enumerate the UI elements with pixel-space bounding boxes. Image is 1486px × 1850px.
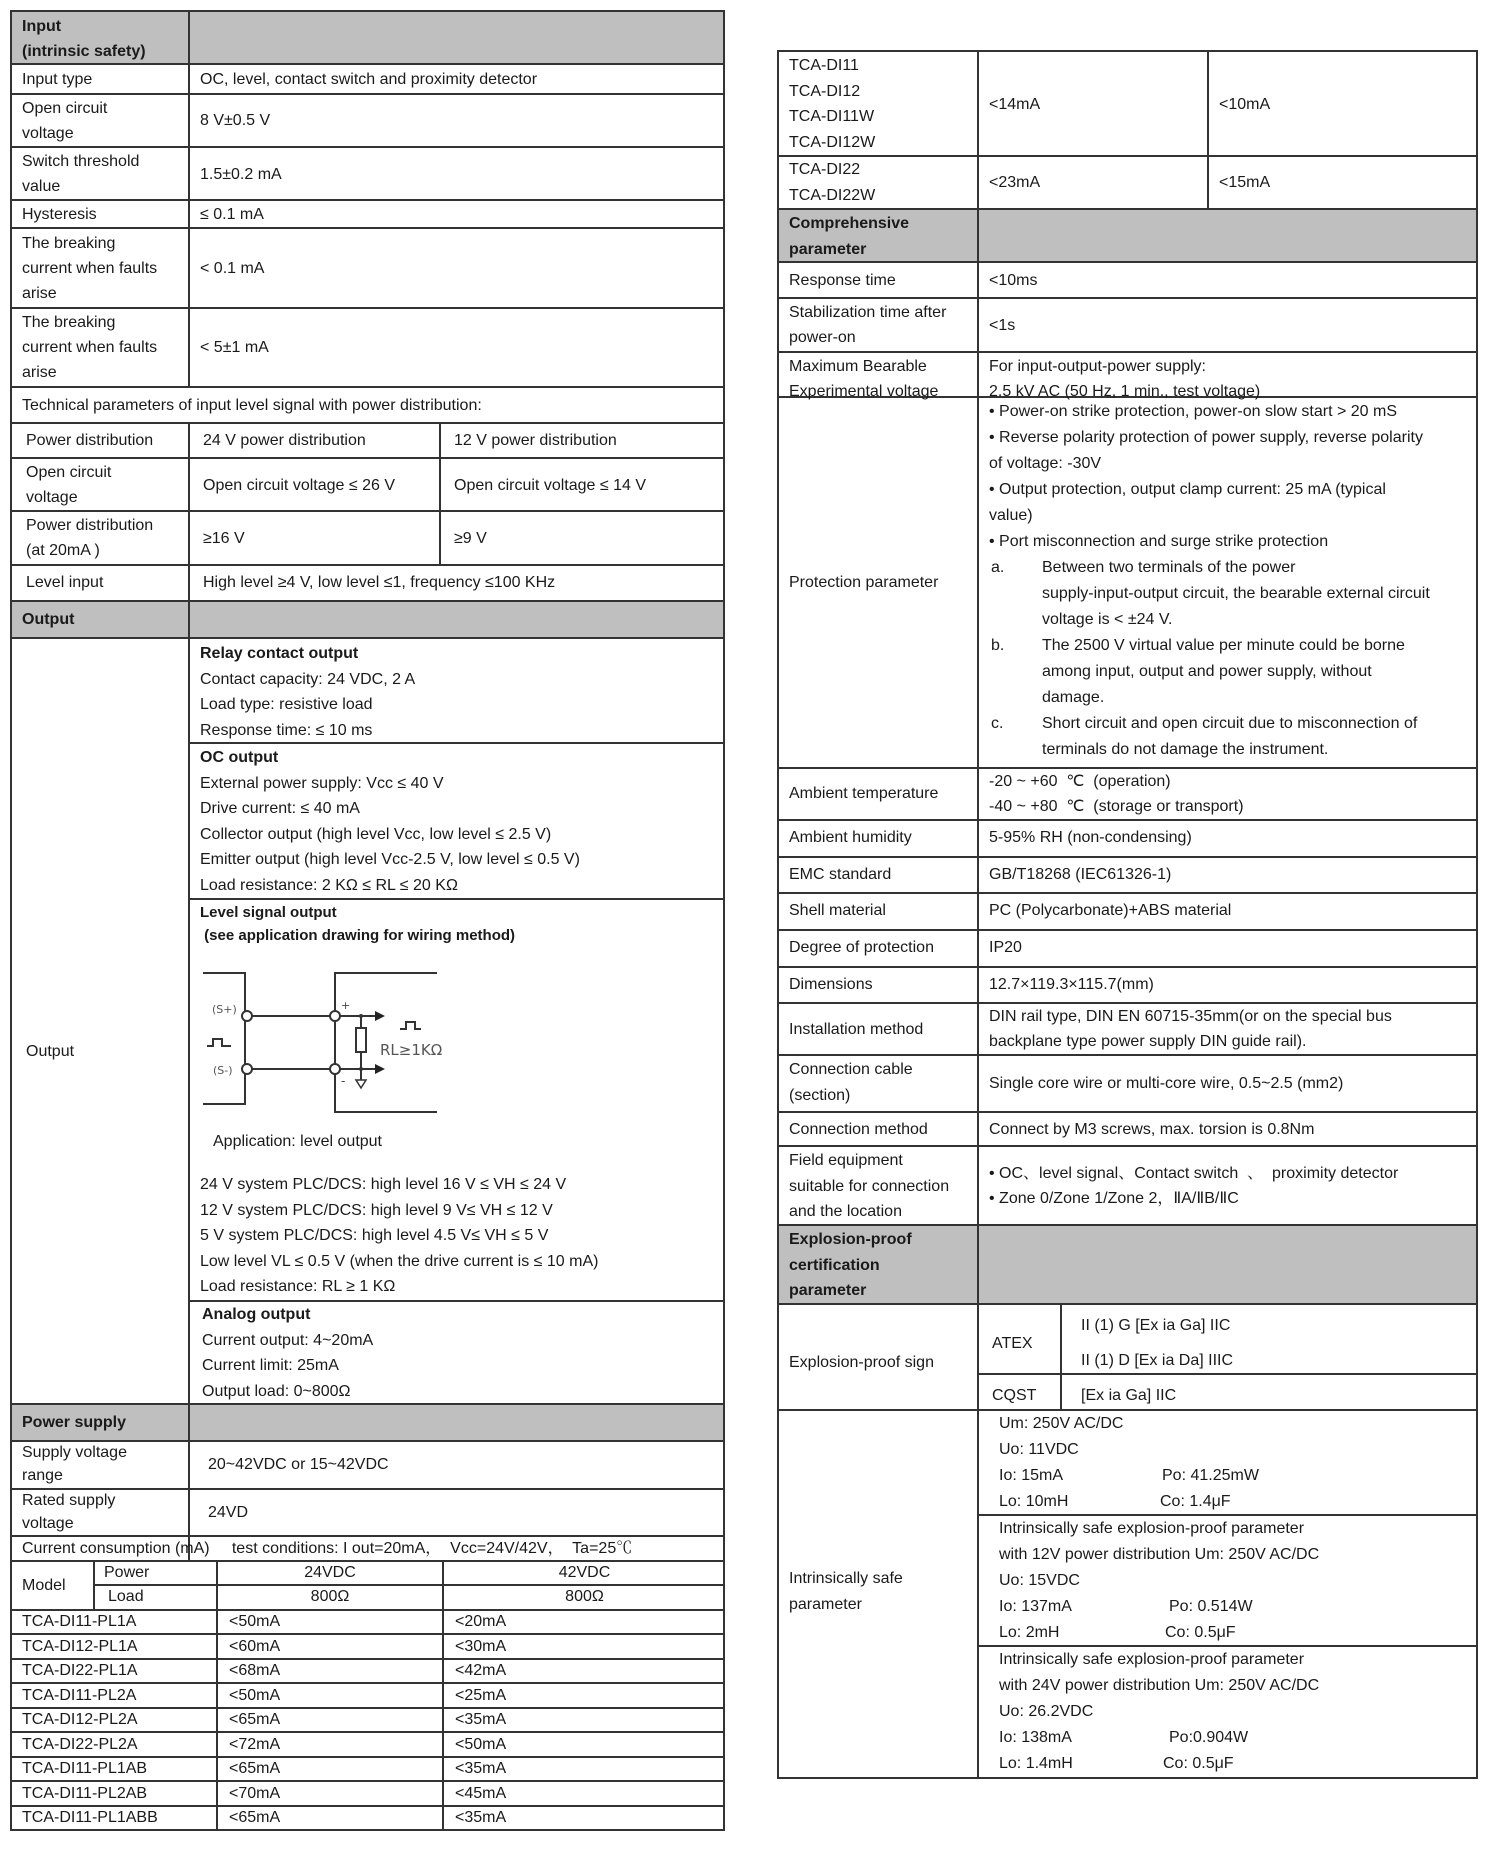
explosion-sign-label: Explosion-proof sign — [789, 1354, 934, 1371]
arrow-icon — [375, 1011, 385, 1021]
relay-title: Relay contact output — [200, 645, 359, 662]
protection-item-mark: c. — [991, 715, 1004, 732]
pd-24v-header: 24 V power distribution — [203, 432, 366, 449]
protection-item-c — [1042, 711, 1417, 763]
consumption-42vdc: <50mA — [455, 1736, 507, 1753]
protection-bullet: of voltage: -30V — [989, 455, 1102, 472]
s-minus-label: (S-) — [213, 1064, 233, 1077]
consumption-24vdc: <72mA — [229, 1736, 281, 1753]
is-line: with 24V power distribution Um: 250V AC/DC — [999, 1677, 1320, 1694]
cont-models-2 — [789, 157, 875, 208]
max-bearable-label: Maximum Bearable — [789, 358, 927, 375]
output-header: Output — [22, 611, 75, 628]
consumption-model: TCA-DI22-PL1A — [22, 1662, 138, 1679]
relay-line: Response time: ≤ 10 ms — [200, 721, 373, 739]
comprehensive-header-line: Comprehensive — [789, 215, 910, 232]
row-label-breaking-2c: arise — [22, 364, 57, 381]
consumption-42vdc-load: 800Ω — [565, 1588, 604, 1605]
explosion-header-line: parameter — [789, 1282, 867, 1299]
model-name: TCA-DI12W — [789, 133, 876, 151]
cont-24v-2: <23mA — [989, 174, 1041, 191]
rated-supply-value: 24VD — [208, 1504, 249, 1521]
consumption-24vdc: <68mA — [229, 1662, 281, 1679]
installation-label: Installation method — [789, 1021, 924, 1038]
max-bearable-value-2: 2.5 kV AC (50 Hz, 1 min., test voltage) — [989, 383, 1261, 400]
terminal-plus — [330, 1011, 340, 1021]
rated-supply-label-2: voltage — [22, 1515, 74, 1532]
max-bearable-value: For input-output-power supply: — [989, 358, 1206, 375]
is-param-label-line: parameter — [789, 1595, 862, 1613]
emc-value: GB/T18268 (IEC61326-1) — [989, 866, 1172, 883]
consumption-24vdc: <65mA — [229, 1760, 281, 1777]
ambient-temp-value: -20 ~ +60 ℃ (operation) — [989, 773, 1171, 790]
explosion-header — [789, 1227, 912, 1304]
level-line: 5 V system PLC/DCS: high level 4.5 V≤ VH ≤ 5 V — [200, 1227, 549, 1244]
terminal-s-minus — [242, 1064, 252, 1074]
field-equipment-label-line: suitable for connection — [789, 1177, 950, 1195]
explosion-header-line: Explosion-proof — [789, 1231, 912, 1248]
protection-item-mark: b. — [991, 637, 1005, 654]
consumption-42vdc: <35mA — [455, 1760, 507, 1777]
supply-voltage-value: 20~42VDC or 15~42VDC — [208, 1456, 389, 1473]
is-io: Io: 15mA — [999, 1467, 1064, 1484]
response-time-label: Response time — [789, 272, 896, 289]
consumption-model: TCA-DI11-PL2AB — [22, 1785, 148, 1802]
is-co: Co: 0.5μF — [1163, 1755, 1234, 1772]
analog-title: Analog output — [202, 1306, 311, 1323]
row-label-breaking-1: The breaking — [22, 235, 116, 252]
consumption-42vdc: <30mA — [455, 1638, 507, 1655]
model-name: TCA-DI11 — [789, 57, 859, 74]
minus-label: - — [341, 1074, 346, 1088]
shell-label: Shell material — [789, 902, 886, 919]
level-input-value: High level ≥4 V, low level ≤1, frequency ≤100 KHz — [203, 574, 556, 591]
pd-12v-header: 12 V power distribution — [454, 432, 617, 449]
supply-voltage-label-2: range — [22, 1467, 63, 1484]
row-label-breaking-1b: current when faults — [22, 260, 158, 277]
consumption-title: Current consumption (mA) test conditions: I out=20mA， Vcc=24V/42V， Ta=25℃ — [22, 1540, 633, 1557]
field-equipment-value-2: • Zone 0/Zone 1/Zone 2，ⅡA/ⅡB/ⅡC — [989, 1190, 1239, 1207]
cable-label-2: (section) — [789, 1087, 851, 1104]
protection-bullet: value) — [989, 507, 1033, 524]
consumption-42vdc: <45mA — [455, 1785, 507, 1802]
is-co: Co: 0.5μF — [1165, 1624, 1236, 1641]
cont-24v-1: <14mA — [989, 96, 1041, 113]
comprehensive-header — [789, 211, 909, 262]
is-line: Uo: 26.2VDC — [999, 1703, 1094, 1720]
relay-line: Contact capacity: 24 VDC, 2 A — [200, 670, 416, 688]
connection-method-label: Connection method — [789, 1121, 928, 1138]
dimensions-value: 12.7×119.3×115.7(mm) — [989, 976, 1154, 993]
rl-label: RL≥1KΩ — [380, 1041, 443, 1059]
consumption-24vdc: <70mA — [229, 1785, 281, 1802]
atex-value-2: II (1) D [Ex ia Da] IIIC — [1081, 1352, 1234, 1369]
output-row-label: Output — [26, 1043, 75, 1060]
pd-12v-open-circuit: Open circuit voltage ≤ 14 V — [454, 477, 646, 494]
field-equipment-label-line: Field equipment — [789, 1152, 903, 1169]
is-po: Po: 0.514W — [1169, 1598, 1253, 1615]
stabilization-label: Stabilization time after — [789, 304, 947, 321]
protection-item-line: Short circuit and open circuit due to misconnection of — [1042, 715, 1418, 732]
ambient-temp-label: Ambient temperature — [789, 785, 939, 802]
level-signal-caption: Application: level output — [213, 1133, 382, 1150]
protection-item-mark: a. — [991, 559, 1005, 576]
emc-label: EMC standard — [789, 866, 892, 883]
is-co: Co: 1.4μF — [1160, 1493, 1231, 1510]
ground-icon — [356, 1080, 366, 1088]
consumption-42vdc: <35mA — [455, 1711, 507, 1728]
protection-bullet: • Reverse polarity protection of power supply, reverse polarity — [989, 429, 1423, 446]
row-value-breaking-2: < 5±1 mA — [200, 339, 269, 356]
level-input-label: Level input — [26, 574, 104, 591]
model-name: TCA-DI12 — [789, 82, 861, 100]
row-label-open-circuit-2: voltage — [22, 125, 74, 142]
consumption-model: TCA-DI12-PL1A — [22, 1638, 138, 1655]
pd-24v-at-20ma: ≥16 V — [203, 530, 245, 547]
row-label-switch-threshold-2: value — [22, 178, 61, 195]
power-supply-header: Power supply — [22, 1414, 127, 1431]
rated-supply-label: Rated supply — [22, 1492, 116, 1509]
row-value-input-type: OC, level, contact switch and proximity detector — [200, 71, 538, 88]
row-value-open-circuit: 8 V±0.5 V — [200, 112, 271, 129]
atex-value: II (1) G [Ex ia Ga] IIC — [1081, 1317, 1231, 1334]
humidity-label: Ambient humidity — [789, 829, 912, 846]
connection-method-value: Connect by M3 screws, max. torsion is 0.8Nm — [989, 1121, 1315, 1138]
max-bearable-label-2: Experimental voltage — [789, 383, 939, 400]
row-label-breaking-2b: current when faults — [22, 339, 158, 356]
is-line: with 12V power distribution Um: 250V AC/DC — [999, 1546, 1320, 1563]
consumption-24vdc: <50mA — [229, 1613, 281, 1630]
protection-item-line: The 2500 V virtual value per minute could be borne — [1042, 637, 1405, 654]
level-line: 12 V system PLC/DCS: high level 9 V≤ VH ≤ 12 V — [200, 1201, 553, 1219]
level-output-wiring-diagram — [195, 965, 465, 1120]
model-name: TCA-DI11W — [789, 108, 875, 125]
oc-line: Collector output (high level Vcc, low level ≤ 2.5 V) — [200, 825, 552, 843]
consumption-model: TCA-DI11-PL1A — [22, 1613, 137, 1630]
is-line: Intrinsically safe explosion-proof parameter — [999, 1520, 1305, 1537]
input-header-line1: Input — [22, 18, 62, 35]
cable-value: Single core wire or multi-core wire, 0.5~2.5 (mm2) — [989, 1075, 1344, 1092]
protection-bullets — [989, 399, 1423, 555]
consumption-24vdc: <60mA — [229, 1638, 281, 1655]
row-value-breaking-1: < 0.1 mA — [200, 260, 265, 277]
field-equipment-label-line: and the location — [789, 1203, 902, 1220]
comprehensive-header-line: parameter — [789, 240, 867, 258]
oc-line: External power supply: Vcc ≤ 40 V — [200, 774, 444, 792]
row-label-input-type: Input type — [22, 71, 93, 88]
cqst-value: [Ex ia Ga] IIC — [1081, 1387, 1177, 1404]
protection-bullet: • Power-on strike protection, power-on slow start > 20 mS — [989, 403, 1397, 420]
cqst-label: CQST — [992, 1387, 1037, 1404]
consumption-model-header: Model — [22, 1577, 66, 1594]
s-plus-label: (S+) — [212, 1003, 237, 1016]
stabilization-label-2: power-on — [789, 329, 856, 346]
pd-label-open-circuit-2: voltage — [26, 489, 78, 506]
protection-label: Protection parameter — [789, 574, 939, 591]
row-label-breaking-1c: arise — [22, 285, 57, 302]
input-header-line2: (intrinsic safety) — [22, 43, 146, 60]
pd-label-at-20ma-2: (at 20mA ) — [26, 542, 100, 559]
protection-bullet: • Port misconnection and surge strike protection — [989, 533, 1329, 550]
model-name: TCA-DI22W — [789, 186, 876, 204]
analog-line: Current output: 4~20mA — [202, 1331, 374, 1349]
protection-item-line: supply-input-output circuit, the bearable external circuit — [1042, 585, 1430, 602]
supply-voltage-label: Supply voltage — [22, 1444, 127, 1461]
protection-item-a — [1042, 555, 1430, 633]
cont-42v-2: <15mA — [1219, 174, 1271, 191]
oc-output — [200, 745, 580, 898]
ambient-temp-value-2: -40 ~ +80 ℃ (storage or transport) — [989, 798, 1244, 815]
is-io: Io: 138mA — [999, 1729, 1072, 1746]
is-line: Um: 250V AC/DC — [999, 1415, 1124, 1432]
consumption-model: TCA-DI11-PL1ABB — [22, 1809, 158, 1826]
analog-line: Output load: 0~800Ω — [202, 1382, 351, 1400]
shell-value: PC (Polycarbonate)+ABS material — [989, 902, 1232, 919]
level-line: Low level VL ≤ 0.5 V (when the drive current is ≤ 10 mA) — [200, 1252, 599, 1270]
is-lo: Lo: 1.4mH — [999, 1755, 1073, 1772]
relay-contact-output — [200, 641, 415, 743]
oc-line: Load resistance: 2 KΩ ≤ RL ≤ 20 KΩ — [200, 876, 458, 894]
level-signal-subtitle: (see application drawing for wiring method) — [200, 927, 516, 944]
consumption-load-header: Load — [108, 1588, 144, 1605]
consumption-42vdc-header: 42VDC — [558, 1564, 611, 1581]
analog-output — [202, 1302, 373, 1404]
explosion-header-line: certification — [789, 1256, 880, 1274]
consumption-24vdc: <65mA — [229, 1809, 281, 1826]
is-param-label-line: Intrinsically safe — [789, 1570, 903, 1587]
pd-label-open-circuit: Open circuit — [26, 464, 112, 481]
oc-line: Drive current: ≤ 40 mA — [200, 800, 360, 817]
row-label-breaking-2: The breaking — [22, 314, 116, 331]
is-po: Po: 41.25mW — [1162, 1467, 1259, 1484]
protection-item-line: Between two terminals of the power — [1042, 559, 1296, 576]
row-label-hysteresis: Hysteresis — [22, 206, 97, 223]
consumption-model: TCA-DI22-PL2A — [22, 1736, 138, 1753]
protection-item-line: damage. — [1042, 689, 1105, 706]
consumption-24vdc: <50mA — [229, 1687, 281, 1704]
pd-24v-open-circuit: Open circuit voltage ≤ 26 V — [203, 477, 395, 494]
plus-label: + — [341, 999, 351, 1012]
level-signal-lines — [200, 1172, 598, 1300]
is-lo: Lo: 2mH — [999, 1624, 1060, 1641]
terminal-s-plus — [242, 1011, 252, 1021]
field-equipment-label — [789, 1148, 949, 1225]
protection-item-line: terminals do not damage the instrument. — [1042, 741, 1329, 758]
consumption-model: TCA-DI12-PL2A — [22, 1711, 138, 1728]
pd-label-power-distribution: Power distribution — [26, 432, 154, 449]
pd-12v-at-20ma: ≥9 V — [454, 530, 487, 547]
atex-label: ATEX — [992, 1335, 1033, 1352]
row-label-open-circuit: Open circuit — [22, 100, 108, 117]
consumption-42vdc: <25mA — [455, 1687, 507, 1704]
consumption-24vdc: <65mA — [229, 1711, 281, 1728]
humidity-value: 5-95% RH (non-condensing) — [989, 829, 1192, 846]
pd-label-at-20ma: Power distribution — [26, 517, 154, 534]
oc-title: OC output — [200, 749, 279, 766]
analog-line: Current limit: 25mA — [202, 1357, 339, 1374]
consumption-42vdc: <20mA — [455, 1613, 507, 1630]
ip-label: Degree of protection — [789, 939, 934, 956]
is-line: Uo: 11VDC — [999, 1441, 1079, 1458]
oc-line: Emitter output (high level Vcc-2.5 V, low level ≤ 0.5 V) — [200, 851, 580, 868]
level-line: Load resistance: RL ≥ 1 KΩ — [200, 1278, 396, 1295]
consumption-model: TCA-DI11-PL2A — [22, 1687, 137, 1704]
consumption-model: TCA-DI11-PL1AB — [22, 1760, 148, 1777]
row-value-switch-threshold: 1.5±0.2 mA — [200, 166, 282, 183]
consumption-24vdc-load: 800Ω — [310, 1588, 350, 1605]
row-value-hysteresis: ≤ 0.1 mA — [200, 206, 264, 223]
is-po: Po:0.904W — [1169, 1729, 1249, 1746]
cont-models-1 — [789, 53, 875, 155]
is-io: Io: 137mA — [999, 1598, 1072, 1615]
protection-item-line: voltage is < ±24 V. — [1042, 611, 1173, 628]
is-lo: Lo: 10mH — [999, 1493, 1069, 1510]
tech-params-title: Technical parameters of input level signal with power distribution: — [22, 397, 482, 414]
cont-42v-1: <10mA — [1219, 96, 1271, 113]
level-line: 24 V system PLC/DCS: high level 16 V ≤ VH ≤ 24 V — [200, 1176, 567, 1193]
relay-line: Load type: resistive load — [200, 696, 373, 713]
protection-item-line: among input, output and power supply, without — [1042, 663, 1372, 680]
consumption-42vdc: <35mA — [455, 1809, 507, 1826]
response-time-value: <10ms — [989, 272, 1038, 289]
arrow-icon — [375, 1064, 385, 1074]
is-line: Intrinsically safe explosion-proof parameter — [999, 1651, 1305, 1668]
installation-value: DIN rail type, DIN EN 60715-35mm(or on the special bus — [989, 1008, 1392, 1025]
is-param-label — [789, 1566, 903, 1617]
stabilization-value: <1s — [989, 317, 1016, 334]
cable-label: Connection cable — [789, 1061, 913, 1078]
level-signal-title: Level signal output — [200, 904, 337, 921]
protection-bullet: • Output protection, output clamp current: 25 mA (typical — [989, 481, 1386, 498]
dimensions-label: Dimensions — [789, 976, 873, 993]
consumption-24vdc-header: 24VDC — [304, 1564, 356, 1581]
protection-item-b — [1042, 633, 1405, 711]
consumption-42vdc: <42mA — [455, 1662, 507, 1679]
ip-value: IP20 — [989, 939, 1022, 956]
field-equipment-value: • OC、level signal、Contact switch 、 proximity detector — [989, 1165, 1399, 1182]
installation-value-2: backplane type power supply DIN guide rail). — [989, 1033, 1307, 1050]
row-label-switch-threshold: Switch threshold — [22, 153, 140, 170]
is-line: Uo: 15VDC — [999, 1572, 1080, 1589]
terminal-minus — [330, 1064, 340, 1074]
consumption-power-header: Power — [104, 1564, 150, 1581]
model-name: TCA-DI22 — [789, 161, 861, 178]
